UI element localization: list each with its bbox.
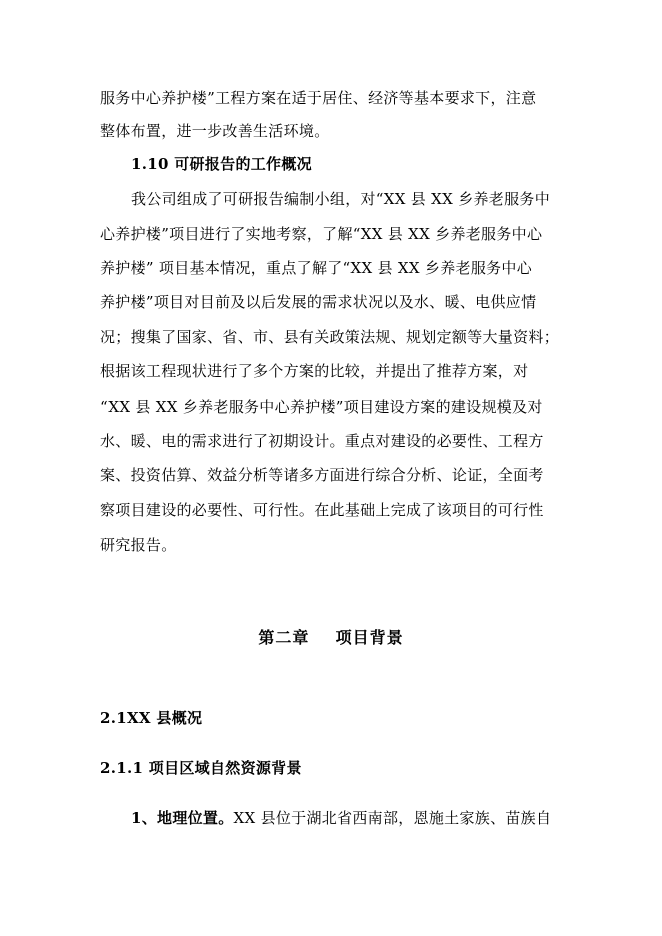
item-1-label: 1、地理位置。 [131,809,234,827]
item-1-line [131,808,551,828]
item-1-text: XX 县位于湖北省西南部，恩施土家族、苗族自 [233,809,552,827]
body-line-8: 水、暖、电的需求进行了初期设计。重点对建设的必要性、工程方 [100,432,544,450]
body-line-6: 根据该工程现状进行了多个方案的比较，并提出了推荐方案，对 [100,362,529,380]
section-1-10-heading: 1.10 可研报告的工作概况 [131,155,312,173]
body-line-2: 心养护楼”项目进行了实地考察，了解“XX 县 XX 乡养老服务中心 [100,225,543,243]
body-line-1: 我公司组成了可研报告编制小组，对“XX 县 XX 乡养老服务中 [131,190,550,208]
body-line-11: 研究报告。 [100,536,177,554]
body-line-3: 养护楼” 项目基本情况，重点了解了“XX 县 XX 乡养老服务中心 [100,259,533,277]
body-line-5: 况；搜集了国家、省、市、县有关政策法规、规划定额等大量资料； [100,328,560,346]
body-line-9: 案、投资估算、效益分析等诸多方面进行综合分析、论证，全面考 [100,466,544,484]
body-line-4: 养护楼”项目对目前及以后发展的需求状况以及水、暖、电供应情 [100,293,537,311]
body-line-10: 察项目建设的必要性、可行性。在此基础上完成了该项目的可行性 [100,501,544,519]
chapter-title: 第二章 项目背景 [258,628,404,647]
body-line-7: “XX 县 XX 乡养老服务中心养护楼”项目建设方案的建设规模及对 [100,398,543,416]
section-2-1-heading: 2.1XX 县概况 [100,709,203,727]
intro-line-2: 整体布置，进一步改善生活环境。 [100,122,330,140]
section-2-1-1-heading: 2.1.1 项目区域自然资源背景 [100,759,302,777]
intro-line-1: 服务中心养护楼”工程方案在适于居住、经济等基本要求下，注意 [100,89,537,107]
